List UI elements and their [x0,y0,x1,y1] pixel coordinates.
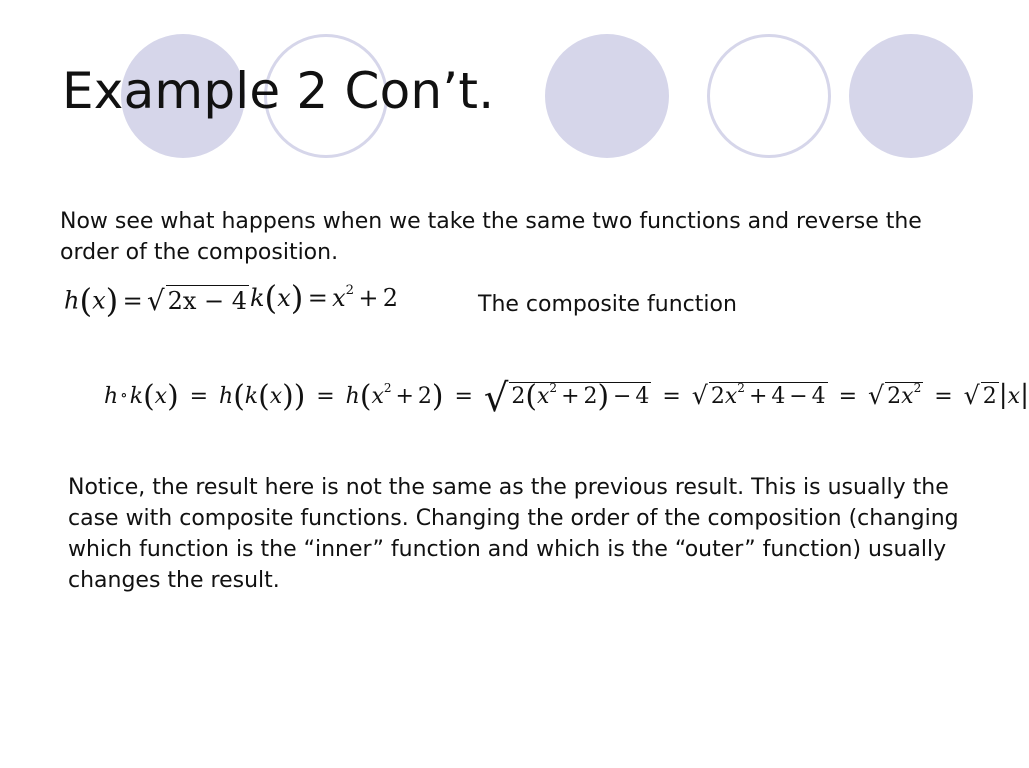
comp-step-3: $h(x^2 + 2)$ [345,378,444,414]
h-sqrt: √ 2x − 4 [147,284,248,317]
intro-text: Now see what happens when we take the same two functions and reverse the order of the composition. [60,209,922,265]
decor-ring-4 [707,34,831,158]
comp-step-7: √ 2|x| [963,378,1029,410]
comp-step-2: h(k(x)) [219,378,306,414]
h-name: h [64,286,80,315]
slide-title: Example 2 Con’t. [62,62,495,120]
decor-circle-3 [545,34,669,158]
k-constant: 2 [382,284,399,312]
notice-text: Notice, the result here is not the same as the previous result. This is usually the case with composite functions. Changing the order of the composition (changing which function is the “inner” function and which is the “outer” function) usually changes the result. [68,475,959,593]
comp-step-1: h ∘k(x) [104,378,179,414]
k-exponent: 2 [345,283,355,299]
comp-step-5: √ $2x^2 + 4 - 4$ [691,380,826,410]
k-name: k [250,284,265,312]
comp-step-6: √ $2x^2$ [868,380,922,410]
decor-circle-5 [849,34,973,158]
h-var: x [92,286,106,315]
comp-step-4: √ $2(x^2 + 2) - 4$ [483,376,650,421]
k-base: x [332,284,346,312]
h-definition: h(x) = √ 2x − 4 [64,281,248,320]
composition-equation: h ∘k(x) = $h(k(x)) = h(x^2 + 2)$ = √ $2(x^2 + 2) - 4$ = √ $2x^2 + 4 - 4$ = √ $2x^2$ = √ 2|x| [104,376,1029,421]
k-definition: $k(x) = x^2 + 2$ [250,279,399,318]
composite-label: The composite function [478,292,737,317]
h-radicand: 2x − 4 [167,286,248,315]
k-var: x [277,284,291,312]
